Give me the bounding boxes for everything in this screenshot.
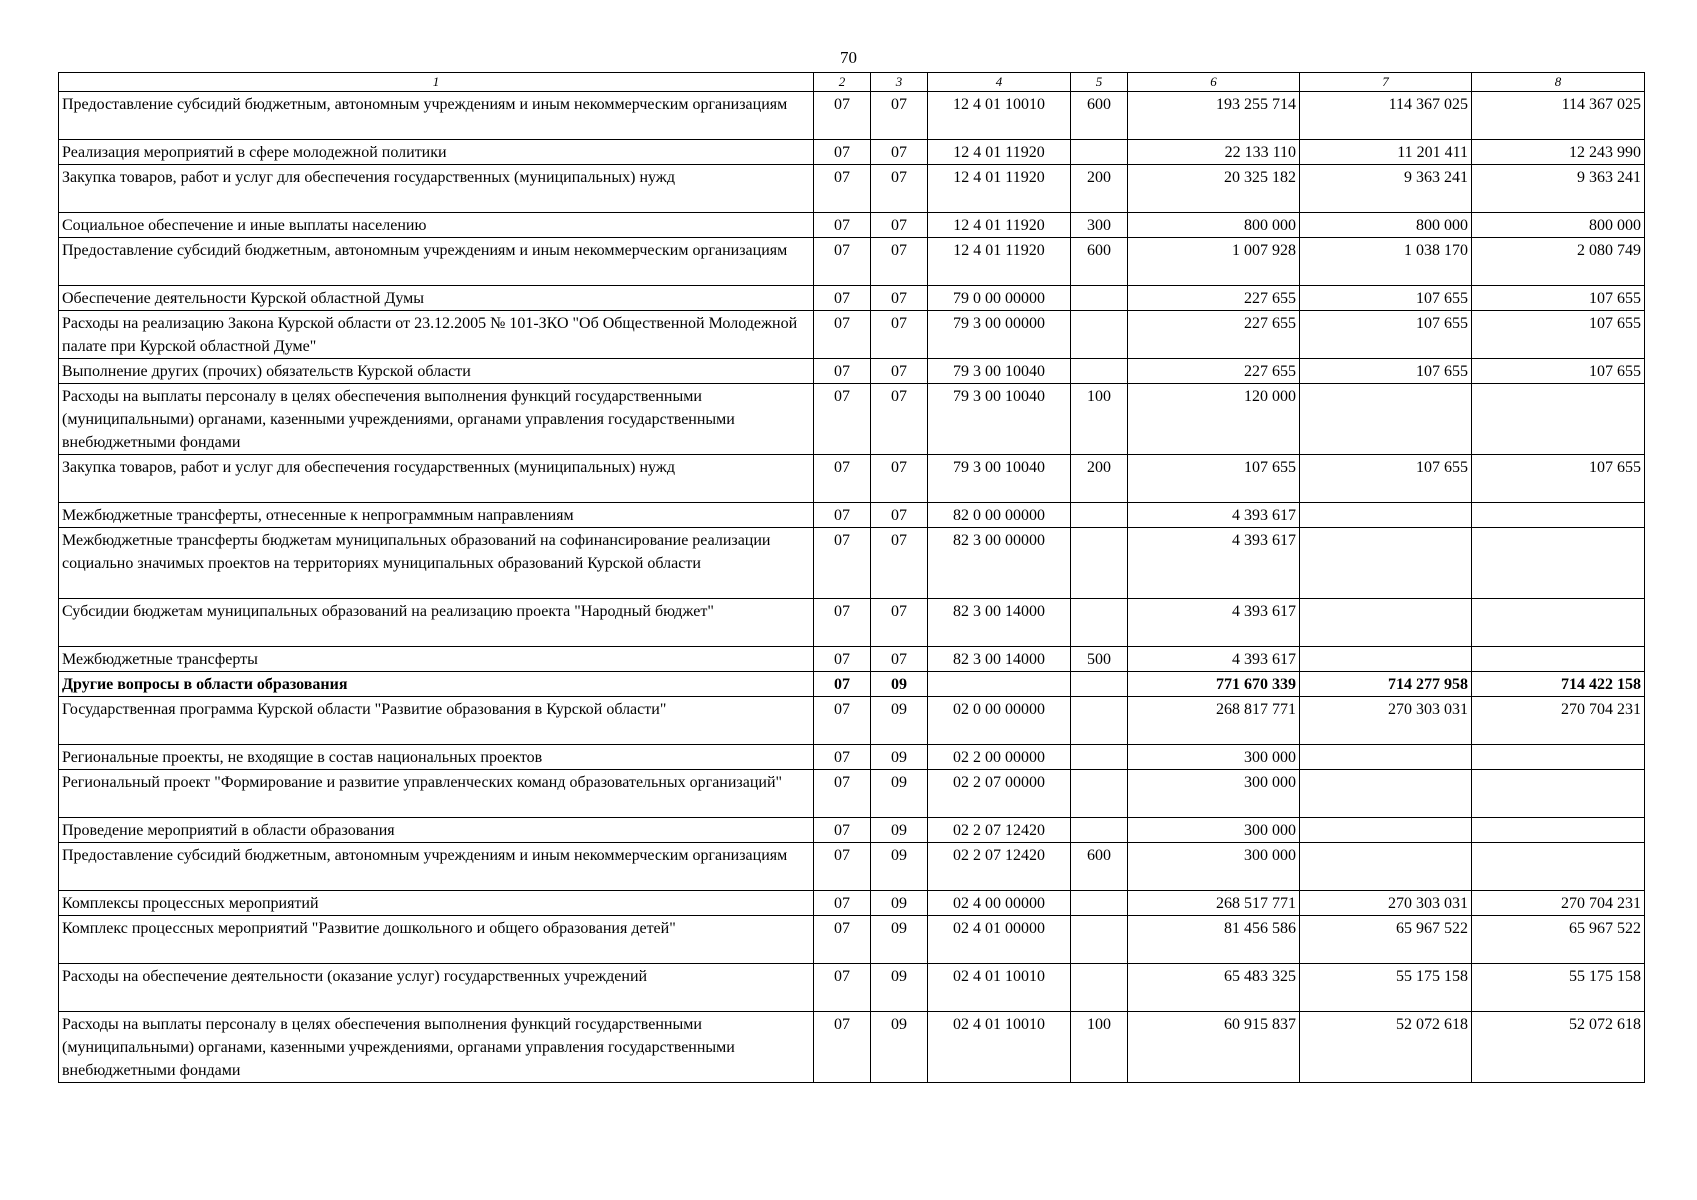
amount-year-2-cell: 65 967 522 [1300,916,1472,964]
section-code-cell: 07 [814,384,871,455]
subsection-code-cell: 09 [871,818,928,843]
section-code-cell: 07 [814,745,871,770]
subsection-code-cell: 07 [871,503,928,528]
amount-year-3-cell [1472,770,1645,818]
expense-type-cell [1071,697,1128,745]
amount-year-2-cell: 11 201 411 [1300,140,1472,165]
amount-year-1-cell: 771 670 339 [1128,672,1300,697]
section-code-cell: 07 [814,599,871,647]
amount-year-3-cell: 9 363 241 [1472,165,1645,213]
amount-year-2-cell [1300,843,1472,891]
amount-year-2-cell: 270 303 031 [1300,697,1472,745]
subsection-code-cell: 07 [871,238,928,286]
amount-year-3-cell [1472,503,1645,528]
amount-year-3-cell: 800 000 [1472,213,1645,238]
target-article-cell: 02 2 07 12420 [928,818,1071,843]
expense-name-cell: Обеспечение деятельности Курской областной Думы [59,286,814,311]
table-row [59,503,1645,528]
amount-year-3-cell: 107 655 [1472,286,1645,311]
amount-year-3-cell [1472,745,1645,770]
table-row [59,843,1645,891]
subsection-code-cell: 07 [871,165,928,213]
amount-year-3-cell: 65 967 522 [1472,916,1645,964]
subsection-code-cell: 09 [871,891,928,916]
amount-year-2-cell: 55 175 158 [1300,964,1472,1012]
target-article-cell: 02 4 01 10010 [928,1012,1071,1083]
subsection-code-cell: 07 [871,92,928,140]
column-number-header: 5 [1071,73,1128,92]
expense-name-cell: Межбюджетные трансферты бюджетам муниципальных образований на софинансирование реализации социально значимых проектов на территориях муниципальных образований Курской области [59,528,814,599]
expense-name-cell: Субсидии бюджетам муниципальных образований на реализацию проекта "Народный бюджет" [59,599,814,647]
target-article-cell: 82 0 00 00000 [928,503,1071,528]
amount-year-1-cell: 300 000 [1128,770,1300,818]
expense-name-cell: Межбюджетные трансферты, отнесенные к непрограммным направлениям [59,503,814,528]
amount-year-3-cell [1472,599,1645,647]
section-code-cell: 07 [814,503,871,528]
expense-name-cell: Расходы на выплаты персоналу в целях обеспечения выполнения функций государственными (муниципальными) органами, казенными учреждениями, органами управления государственными внебюджетными фондами [59,384,814,455]
target-article-cell: 02 2 07 12420 [928,843,1071,891]
target-article-cell: 79 0 00 00000 [928,286,1071,311]
section-code-cell: 07 [814,818,871,843]
target-article-cell: 12 4 01 11920 [928,238,1071,286]
subsection-code-cell: 07 [871,599,928,647]
subsection-code-cell: 07 [871,528,928,599]
expense-name-cell: Выполнение других (прочих) обязательств Курской области [59,359,814,384]
amount-year-2-cell [1300,384,1472,455]
expense-type-cell: 100 [1071,384,1128,455]
expense-type-cell: 600 [1071,92,1128,140]
amount-year-2-cell: 107 655 [1300,311,1472,359]
subsection-code-cell: 07 [871,384,928,455]
expense-type-cell: 500 [1071,647,1128,672]
section-code-cell: 07 [814,528,871,599]
expense-name-cell: Предоставление субсидий бюджетным, автономным учреждениям и иным некоммерческим организациям [59,238,814,286]
expense-name-cell: Реализация мероприятий в сфере молодежной политики [59,140,814,165]
expense-type-cell [1071,286,1128,311]
expense-type-cell [1071,359,1128,384]
amount-year-3-cell: 107 655 [1472,311,1645,359]
expense-type-cell: 600 [1071,843,1128,891]
target-article-cell: 02 4 00 00000 [928,891,1071,916]
table-row [59,818,1645,843]
table-body [59,92,1645,1083]
amount-year-3-cell: 270 704 231 [1472,891,1645,916]
expense-name-cell: Государственная программа Курской области "Развитие образования в Курской области" [59,697,814,745]
expense-name-cell: Социальное обеспечение и иные выплаты населению [59,213,814,238]
page-number: 70 [840,48,857,67]
amount-year-2-cell: 270 303 031 [1300,891,1472,916]
subsection-code-cell: 07 [871,213,928,238]
section-code-cell: 07 [814,770,871,818]
table-row [59,311,1645,359]
amount-year-1-cell: 65 483 325 [1128,964,1300,1012]
expense-type-cell [1071,891,1128,916]
table-row [59,647,1645,672]
column-number-header: 3 [871,73,928,92]
amount-year-2-cell: 114 367 025 [1300,92,1472,140]
table-row [59,140,1645,165]
amount-year-2-cell: 714 277 958 [1300,672,1472,697]
table-row [59,286,1645,311]
subsection-code-cell: 09 [871,697,928,745]
amount-year-3-cell: 270 704 231 [1472,697,1645,745]
amount-year-1-cell: 300 000 [1128,745,1300,770]
target-article-cell: 02 0 00 00000 [928,697,1071,745]
expense-name-cell: Комплексы процессных мероприятий [59,891,814,916]
amount-year-1-cell: 120 000 [1128,384,1300,455]
section-code-cell: 07 [814,672,871,697]
subsection-code-cell: 09 [871,843,928,891]
amount-year-1-cell: 268 817 771 [1128,697,1300,745]
amount-year-3-cell [1472,647,1645,672]
target-article-cell: 02 2 00 00000 [928,745,1071,770]
amount-year-1-cell: 193 255 714 [1128,92,1300,140]
amount-year-1-cell: 22 133 110 [1128,140,1300,165]
section-code-cell: 07 [814,1012,871,1083]
column-number-header: 6 [1128,73,1300,92]
expense-type-cell: 100 [1071,1012,1128,1083]
amount-year-3-cell [1472,818,1645,843]
table-row [59,455,1645,503]
expense-name-cell: Закупка товаров, работ и услуг для обеспечения государственных (муниципальных) нужд [59,165,814,213]
section-code-cell: 07 [814,916,871,964]
expense-name-cell: Региональные проекты, не входящие в состав национальных проектов [59,745,814,770]
amount-year-1-cell: 4 393 617 [1128,647,1300,672]
expense-name-cell: Расходы на реализацию Закона Курской области от 23.12.2005 № 101-ЗКО "Об Общественной Молодежной палате при Курской областной Думе" [59,311,814,359]
subsection-code-cell: 07 [871,286,928,311]
table-row [59,92,1645,140]
amount-year-2-cell: 107 655 [1300,359,1472,384]
expense-type-cell [1071,140,1128,165]
subsection-code-cell: 09 [871,672,928,697]
amount-year-2-cell [1300,503,1472,528]
subsection-code-cell: 09 [871,964,928,1012]
amount-year-1-cell: 20 325 182 [1128,165,1300,213]
amount-year-3-cell: 2 080 749 [1472,238,1645,286]
table-row [59,1012,1645,1083]
section-code-cell: 07 [814,359,871,384]
section-code-cell: 07 [814,455,871,503]
target-article-cell: 79 3 00 10040 [928,359,1071,384]
expense-type-cell: 600 [1071,238,1128,286]
section-code-cell: 07 [814,697,871,745]
expense-type-cell: 300 [1071,213,1128,238]
target-article-cell: 12 4 01 11920 [928,165,1071,213]
amount-year-2-cell: 1 038 170 [1300,238,1472,286]
section-code-cell: 07 [814,213,871,238]
amount-year-2-cell: 107 655 [1300,286,1472,311]
subsection-code-cell: 09 [871,916,928,964]
section-code-cell: 07 [814,286,871,311]
amount-year-3-cell [1472,384,1645,455]
amount-year-2-cell [1300,818,1472,843]
table-row [59,672,1645,697]
expense-name-cell: Закупка товаров, работ и услуг для обеспечения государственных (муниципальных) нужд [59,455,814,503]
table-row [59,528,1645,599]
expense-name-cell: Проведение мероприятий в области образования [59,818,814,843]
column-number-header: 2 [814,73,871,92]
expense-type-cell: 200 [1071,455,1128,503]
expense-type-cell [1071,745,1128,770]
target-article-cell: 79 3 00 00000 [928,311,1071,359]
amount-year-3-cell: 52 072 618 [1472,1012,1645,1083]
amount-year-1-cell: 1 007 928 [1128,238,1300,286]
expense-name-cell: Расходы на обеспечение деятельности (оказание услуг) государственных учреждений [59,964,814,1012]
expense-name-cell: Предоставление субсидий бюджетным, автономным учреждениям и иным некоммерческим организациям [59,843,814,891]
amount-year-2-cell: 800 000 [1300,213,1472,238]
table-row [59,384,1645,455]
expense-type-cell [1071,916,1128,964]
expense-type-cell [1071,964,1128,1012]
amount-year-3-cell: 714 422 158 [1472,672,1645,697]
target-article-cell: 02 2 07 00000 [928,770,1071,818]
section-code-cell: 07 [814,964,871,1012]
expense-name-cell: Региональный проект "Формирование и развитие управленческих команд образовательных организаций" [59,770,814,818]
amount-year-3-cell: 107 655 [1472,359,1645,384]
table-row [59,165,1645,213]
target-article-cell: 82 3 00 14000 [928,599,1071,647]
table-row [59,891,1645,916]
amount-year-2-cell: 52 072 618 [1300,1012,1472,1083]
table-row [59,745,1645,770]
expense-type-cell [1071,672,1128,697]
column-number-row [59,73,1645,92]
section-code-cell: 07 [814,891,871,916]
column-number-header: 1 [59,73,814,92]
target-article-cell: 12 4 01 11920 [928,213,1071,238]
amount-year-2-cell [1300,528,1472,599]
expense-name-cell: Другие вопросы в области образования [59,672,814,697]
amount-year-1-cell: 227 655 [1128,311,1300,359]
amount-year-3-cell: 55 175 158 [1472,964,1645,1012]
amount-year-3-cell [1472,843,1645,891]
amount-year-1-cell: 268 517 771 [1128,891,1300,916]
amount-year-3-cell: 114 367 025 [1472,92,1645,140]
amount-year-3-cell [1472,528,1645,599]
amount-year-1-cell: 107 655 [1128,455,1300,503]
column-number-header: 4 [928,73,1071,92]
target-article-cell: 79 3 00 10040 [928,384,1071,455]
target-article-cell: 82 3 00 00000 [928,528,1071,599]
target-article-cell: 02 4 01 10010 [928,964,1071,1012]
amount-year-2-cell [1300,599,1472,647]
subsection-code-cell: 07 [871,140,928,165]
section-code-cell: 07 [814,238,871,286]
section-code-cell: 07 [814,311,871,359]
table-row [59,964,1645,1012]
amount-year-1-cell: 300 000 [1128,843,1300,891]
section-code-cell: 07 [814,647,871,672]
amount-year-1-cell: 4 393 617 [1128,503,1300,528]
amount-year-2-cell: 9 363 241 [1300,165,1472,213]
column-number-header: 8 [1472,73,1645,92]
subsection-code-cell: 07 [871,647,928,672]
expense-name-cell: Расходы на выплаты персоналу в целях обеспечения выполнения функций государственными (муниципальными) органами, казенными учреждениями, органами управления государственными внебюджетными фондами [59,1012,814,1083]
expense-type-cell [1071,599,1128,647]
column-number-header: 7 [1300,73,1472,92]
amount-year-1-cell: 4 393 617 [1128,528,1300,599]
amount-year-1-cell: 227 655 [1128,286,1300,311]
table-row [59,599,1645,647]
amount-year-3-cell: 12 243 990 [1472,140,1645,165]
amount-year-1-cell: 4 393 617 [1128,599,1300,647]
subsection-code-cell: 09 [871,745,928,770]
subsection-code-cell: 07 [871,359,928,384]
section-code-cell: 07 [814,843,871,891]
subsection-code-cell: 07 [871,455,928,503]
table-row [59,770,1645,818]
amount-year-2-cell [1300,770,1472,818]
target-article-cell: 12 4 01 11920 [928,140,1071,165]
subsection-code-cell: 09 [871,770,928,818]
table-row [59,213,1645,238]
subsection-code-cell: 07 [871,311,928,359]
budget-table [58,72,1645,1083]
expense-type-cell [1071,818,1128,843]
amount-year-2-cell: 107 655 [1300,455,1472,503]
section-code-cell: 07 [814,92,871,140]
expense-type-cell [1071,503,1128,528]
table-row [59,916,1645,964]
expense-type-cell [1071,311,1128,359]
section-code-cell: 07 [814,165,871,213]
target-article-cell: 82 3 00 14000 [928,647,1071,672]
table-row [59,697,1645,745]
amount-year-1-cell: 227 655 [1128,359,1300,384]
table-row [59,359,1645,384]
expense-name-cell: Межбюджетные трансферты [59,647,814,672]
section-code-cell: 07 [814,140,871,165]
table-row [59,238,1645,286]
target-article-cell: 79 3 00 10040 [928,455,1071,503]
expense-type-cell: 200 [1071,165,1128,213]
amount-year-1-cell: 81 456 586 [1128,916,1300,964]
amount-year-1-cell: 800 000 [1128,213,1300,238]
subsection-code-cell: 09 [871,1012,928,1083]
target-article-cell [928,672,1071,697]
amount-year-2-cell [1300,647,1472,672]
expense-type-cell [1071,528,1128,599]
amount-year-2-cell [1300,745,1472,770]
amount-year-1-cell: 60 915 837 [1128,1012,1300,1083]
target-article-cell: 02 4 01 00000 [928,916,1071,964]
expense-name-cell: Предоставление субсидий бюджетным, автономным учреждениям и иным некоммерческим организациям [59,92,814,140]
expense-type-cell [1071,770,1128,818]
expense-name-cell: Комплекс процессных мероприятий "Развитие дошкольного и общего образования детей" [59,916,814,964]
amount-year-1-cell: 300 000 [1128,818,1300,843]
amount-year-3-cell: 107 655 [1472,455,1645,503]
target-article-cell: 12 4 01 10010 [928,92,1071,140]
